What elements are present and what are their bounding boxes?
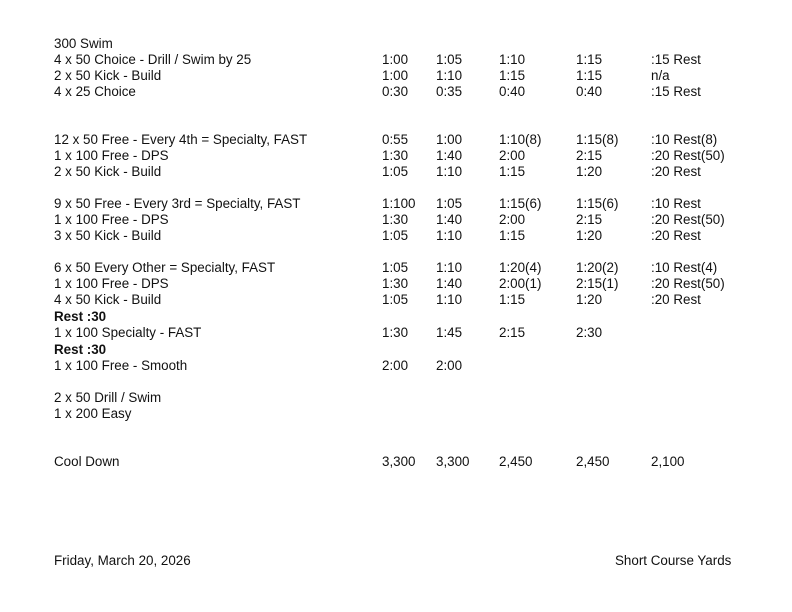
interval-d-cell: 1:20 <box>576 292 603 307</box>
interval-e-cell: :10 Rest <box>651 196 701 211</box>
interval-d-cell: 1:15 <box>576 68 603 83</box>
interval-b-cell: 1:40 <box>436 212 463 227</box>
workout-row <box>54 358 754 374</box>
totals-row <box>54 454 754 470</box>
description-cell: 1 x 100 Specialty - FAST <box>54 325 202 340</box>
workout-row <box>54 52 754 68</box>
footer-date: Friday, March 20, 2026 <box>54 553 191 568</box>
set-2-block <box>54 196 754 244</box>
interval-d-cell: 1:20(2) <box>576 260 619 275</box>
description-cell: 2 x 50 Kick - Build <box>54 164 162 179</box>
rest-line-2 <box>54 341 754 358</box>
workout-row <box>54 196 754 212</box>
interval-b-cell: 1:45 <box>436 325 463 340</box>
interval-e-cell: :20 Rest <box>651 228 701 243</box>
description-cell: 1 x 100 Free - DPS <box>54 148 169 163</box>
description-cell: 3 x 50 Kick - Build <box>54 228 162 243</box>
workout-row <box>54 84 754 100</box>
workout-row <box>54 36 754 52</box>
interval-d-cell: 0:40 <box>576 84 603 99</box>
interval-a-cell: 1:100 <box>382 196 416 211</box>
interval-d-cell: 1:20 <box>576 228 603 243</box>
interval-c-cell: 1:10(8) <box>499 132 542 147</box>
interval-d-cell: 2,450 <box>576 454 610 469</box>
interval-c-cell: 1:15 <box>499 228 526 243</box>
interval-c-cell: 1:10 <box>499 52 526 67</box>
interval-c-cell: 2,450 <box>499 454 533 469</box>
interval-e-cell: :10 Rest(8) <box>651 132 718 147</box>
interval-c-cell: 2:15 <box>499 325 526 340</box>
interval-c-cell: 2:00(1) <box>499 276 542 291</box>
interval-e-cell: :15 Rest <box>651 52 701 67</box>
interval-e-cell: :20 Rest(50) <box>651 212 725 227</box>
interval-a-cell: 0:30 <box>382 84 409 99</box>
interval-c-cell: 1:15 <box>499 292 526 307</box>
workout-row <box>54 406 754 422</box>
interval-c-cell: 1:15 <box>499 164 526 179</box>
interval-a-cell: 1:00 <box>382 52 409 67</box>
interval-c-cell: 1:15 <box>499 68 526 83</box>
description-cell: 4 x 50 Kick - Build <box>54 292 162 307</box>
interval-c-cell: 2:00 <box>499 212 526 227</box>
rest-label: Rest :30 <box>54 342 107 357</box>
workout-row <box>54 276 754 292</box>
interval-d-cell: 1:15 <box>576 52 603 67</box>
workout-row <box>54 132 754 148</box>
specialty-block <box>54 325 754 341</box>
workout-row <box>54 292 754 308</box>
workout-sheet <box>54 36 754 470</box>
rest-line-1 <box>54 308 754 325</box>
footer-course: Short Course Yards <box>615 553 732 568</box>
interval-b-cell: 1:10 <box>436 164 463 179</box>
interval-c-cell: 1:15(6) <box>499 196 542 211</box>
workout-row <box>54 68 754 84</box>
interval-d-cell: 2:15 <box>576 148 603 163</box>
interval-e-cell: :20 Rest <box>651 164 701 179</box>
description-cell: 1 x 100 Free - DPS <box>54 276 169 291</box>
interval-a-cell: 1:00 <box>382 68 409 83</box>
interval-a-cell: 2:00 <box>382 358 409 373</box>
description-cell: 2 x 50 Drill / Swim <box>54 390 162 405</box>
interval-b-cell: 1:10 <box>436 228 463 243</box>
interval-c-cell: 1:20(4) <box>499 260 542 275</box>
interval-a-cell: 3,300 <box>382 454 416 469</box>
interval-a-cell: 1:05 <box>382 260 409 275</box>
description-cell: 2 x 50 Kick - Build <box>54 68 162 83</box>
interval-e-cell: n/a <box>651 68 670 83</box>
interval-d-cell: 2:15 <box>576 212 603 227</box>
interval-e-cell: :20 Rest(50) <box>651 276 725 291</box>
smooth-block <box>54 358 754 374</box>
interval-d-cell: 1:15(8) <box>576 132 619 147</box>
workout-row <box>54 212 754 228</box>
interval-b-cell: 1:10 <box>436 260 463 275</box>
interval-a-cell: 1:05 <box>382 292 409 307</box>
warmdown-block <box>54 390 754 422</box>
interval-b-cell: 1:10 <box>436 68 463 83</box>
interval-b-cell: 1:05 <box>436 52 463 67</box>
interval-e-cell: :15 Rest <box>651 84 701 99</box>
interval-e-cell: :10 Rest(4) <box>651 260 718 275</box>
interval-b-cell: 1:40 <box>436 148 463 163</box>
interval-b-cell: 3,300 <box>436 454 470 469</box>
workout-row <box>54 148 754 164</box>
interval-b-cell: 0:35 <box>436 84 463 99</box>
interval-a-cell: 1:30 <box>382 325 409 340</box>
interval-a-cell: 1:05 <box>382 164 409 179</box>
description-cell: 9 x 50 Free - Every 3rd = Specialty, FAST <box>54 196 301 211</box>
interval-c-cell: 0:40 <box>499 84 526 99</box>
interval-b-cell: 2:00 <box>436 358 463 373</box>
workout-row <box>54 228 754 244</box>
interval-e-cell: :20 Rest <box>651 292 701 307</box>
interval-a-cell: 1:05 <box>382 228 409 243</box>
interval-a-cell: 1:30 <box>382 148 409 163</box>
interval-b-cell: 1:05 <box>436 196 463 211</box>
workout-row <box>54 260 754 276</box>
interval-d-cell: 2:15(1) <box>576 276 619 291</box>
set-1-block <box>54 132 754 180</box>
interval-c-cell: 2:00 <box>499 148 526 163</box>
description-cell: 4 x 25 Choice <box>54 84 136 99</box>
warmup-block <box>54 36 754 100</box>
description-cell: 1 x 200 Easy <box>54 406 132 421</box>
totals-block <box>54 454 754 470</box>
interval-d-cell: 2:30 <box>576 325 603 340</box>
interval-a-cell: 1:30 <box>382 276 409 291</box>
interval-d-cell: 1:15(6) <box>576 196 619 211</box>
description-cell: 300 Swim <box>54 36 113 51</box>
description-cell: 4 x 50 Choice - Drill / Swim by 25 <box>54 52 252 67</box>
interval-b-cell: 1:10 <box>436 292 463 307</box>
description-cell: 6 x 50 Every Other = Specialty, FAST <box>54 260 276 275</box>
description-cell: Cool Down <box>54 454 120 469</box>
interval-e-cell: 2,100 <box>651 454 685 469</box>
interval-b-cell: 1:40 <box>436 276 463 291</box>
workout-row <box>54 325 754 341</box>
interval-a-cell: 0:55 <box>382 132 409 147</box>
set-3-block <box>54 260 754 308</box>
description-cell: 1 x 100 Free - DPS <box>54 212 169 227</box>
workout-row <box>54 390 754 406</box>
description-cell: 1 x 100 Free - Smooth <box>54 358 188 373</box>
rest-label: Rest :30 <box>54 309 107 324</box>
workout-row <box>54 164 754 180</box>
interval-d-cell: 1:20 <box>576 164 603 179</box>
interval-a-cell: 1:30 <box>382 212 409 227</box>
interval-b-cell: 1:00 <box>436 132 463 147</box>
description-cell: 12 x 50 Free - Every 4th = Specialty, FAST <box>54 132 308 147</box>
interval-e-cell: :20 Rest(50) <box>651 148 725 163</box>
